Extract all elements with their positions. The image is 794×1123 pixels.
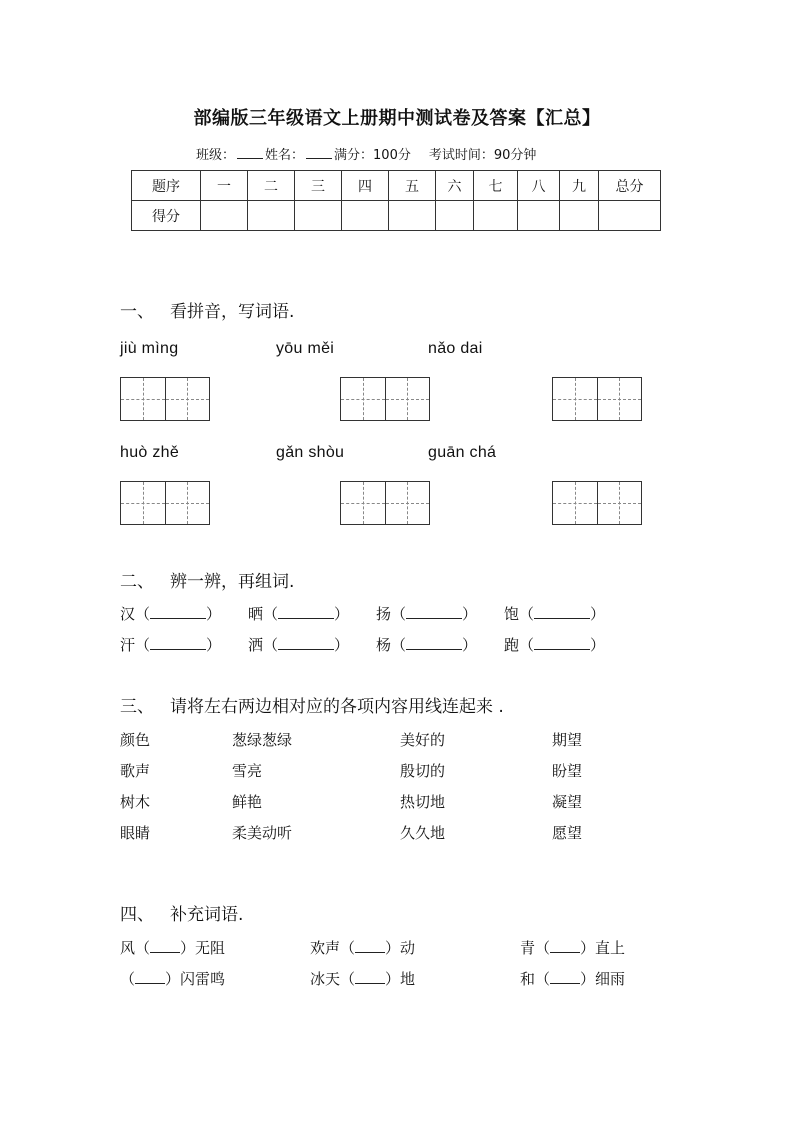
score-table-score-row: [132, 201, 661, 231]
word-group-item: 饱（ ）: [504, 605, 606, 623]
score-cell[interactable]: [560, 201, 599, 231]
pinyin-label: nǎo dai: [428, 340, 483, 357]
word-group-item: 杨（ ）: [376, 636, 478, 654]
match-item: 期望: [552, 731, 583, 749]
fill-word-item: 和（ ）细雨: [520, 970, 626, 988]
match-item: 树木: [120, 793, 151, 811]
section-title: 辨一辨，再组词.: [170, 572, 295, 592]
score-header: 四: [342, 171, 389, 201]
match-item: 盼望: [552, 762, 583, 780]
answer-blank[interactable]: [150, 636, 206, 650]
answer-blank[interactable]: [135, 970, 165, 984]
exam-info: [196, 144, 536, 163]
fill-word-item: 风（ ）无阻: [120, 939, 226, 957]
match-item: 雪亮: [232, 762, 263, 780]
section-title: 看拼音，写词语.: [170, 302, 295, 322]
score-cell[interactable]: [474, 201, 518, 231]
score-header: 九: [560, 171, 599, 201]
score-cell[interactable]: [436, 201, 474, 231]
score-header: 一: [201, 171, 248, 201]
answer-blank[interactable]: [355, 939, 385, 953]
word-group-item: 洒（ ）: [248, 636, 350, 654]
word-group-item: 汉（ ）: [120, 605, 222, 623]
score-cell[interactable]: [295, 201, 342, 231]
section-2-heading: [120, 567, 294, 592]
score-header: 总分: [599, 171, 661, 201]
writing-grid[interactable]: [552, 481, 642, 525]
writing-grid[interactable]: [340, 481, 430, 525]
section-number: 四、: [120, 905, 154, 925]
section-number: 三、: [120, 697, 154, 717]
writing-grid[interactable]: [120, 481, 210, 525]
answer-blank[interactable]: [406, 605, 462, 619]
writing-grid[interactable]: [552, 377, 642, 421]
score-cell[interactable]: [389, 201, 436, 231]
pinyin-label: gǎn shòu: [276, 444, 345, 461]
score-header: 题序: [132, 171, 201, 201]
pinyin-label: yōu měi: [276, 340, 335, 357]
pinyin-label: jiù mìng: [120, 340, 179, 357]
name-label: 姓名：: [265, 148, 305, 163]
section-4-heading: [120, 900, 243, 925]
match-item: 愿望: [552, 824, 583, 842]
answer-blank[interactable]: [550, 939, 580, 953]
section-1-heading: [120, 297, 294, 322]
score-header: 八: [518, 171, 560, 201]
match-item: 美好的: [400, 731, 446, 749]
answer-blank[interactable]: [534, 605, 590, 619]
word-group-item: 跑（ ）: [504, 636, 606, 654]
pinyin-label: huò zhě: [120, 444, 180, 461]
section-number: 一、: [120, 302, 154, 322]
writing-grid[interactable]: [120, 377, 210, 421]
score-row-label: 得分: [132, 201, 201, 231]
section-title: 补充词语.: [170, 905, 244, 925]
answer-blank[interactable]: [550, 970, 580, 984]
answer-blank[interactable]: [150, 939, 180, 953]
fill-word-item: 青（ ）直上: [520, 939, 626, 957]
score-cell[interactable]: [599, 201, 661, 231]
match-item: 热切地: [400, 793, 446, 811]
answer-blank[interactable]: [278, 605, 334, 619]
answer-blank[interactable]: [150, 605, 206, 619]
exam-time: 考试时间：90分钟: [428, 148, 537, 163]
section-3-heading: [120, 692, 504, 717]
class-blank: [237, 146, 263, 159]
match-item: 凝望: [552, 793, 583, 811]
match-item: 眼睛: [120, 824, 151, 842]
answer-blank[interactable]: [355, 970, 385, 984]
full-score: 满分：100分: [334, 148, 411, 163]
writing-grid[interactable]: [340, 377, 430, 421]
match-item: 柔美动听: [232, 824, 293, 842]
word-group-item: 扬（ ）: [376, 605, 478, 623]
word-group-item: 晒（ ）: [248, 605, 350, 623]
score-cell[interactable]: [342, 201, 389, 231]
score-cell[interactable]: [518, 201, 560, 231]
score-table-header-row: [132, 171, 661, 201]
pinyin-label: guān chá: [428, 444, 497, 461]
section-number: 二、: [120, 572, 154, 592]
answer-blank[interactable]: [534, 636, 590, 650]
score-header: 三: [295, 171, 342, 201]
match-item: 殷切的: [400, 762, 446, 780]
score-header: 六: [436, 171, 474, 201]
class-label: 班级：: [196, 148, 236, 163]
fill-word-item: 欢声（ ）动: [310, 939, 416, 957]
score-table: [131, 170, 661, 231]
answer-blank[interactable]: [278, 636, 334, 650]
fill-word-item: 冰天（ ）地: [310, 970, 416, 988]
word-group-item: 汗（ ）: [120, 636, 222, 654]
score-header: 五: [389, 171, 436, 201]
section-title: 请将左右两边相对应的各项内容用线连起来 .: [170, 697, 504, 717]
score-header: 二: [248, 171, 295, 201]
answer-blank[interactable]: [406, 636, 462, 650]
page-title: 部编版三年级语文上册期中测试卷及答案【汇总】: [193, 108, 601, 129]
match-item: 葱绿葱绿: [232, 731, 293, 749]
score-cell[interactable]: [248, 201, 295, 231]
match-item: 鲜艳: [232, 793, 263, 811]
fill-word-item: （ ）闪雷鸣: [120, 970, 226, 988]
match-item: 颜色: [120, 731, 151, 749]
name-blank: [306, 146, 332, 159]
score-header: 七: [474, 171, 518, 201]
match-item: 久久地: [400, 824, 446, 842]
match-item: 歌声: [120, 762, 151, 780]
score-cell[interactable]: [201, 201, 248, 231]
